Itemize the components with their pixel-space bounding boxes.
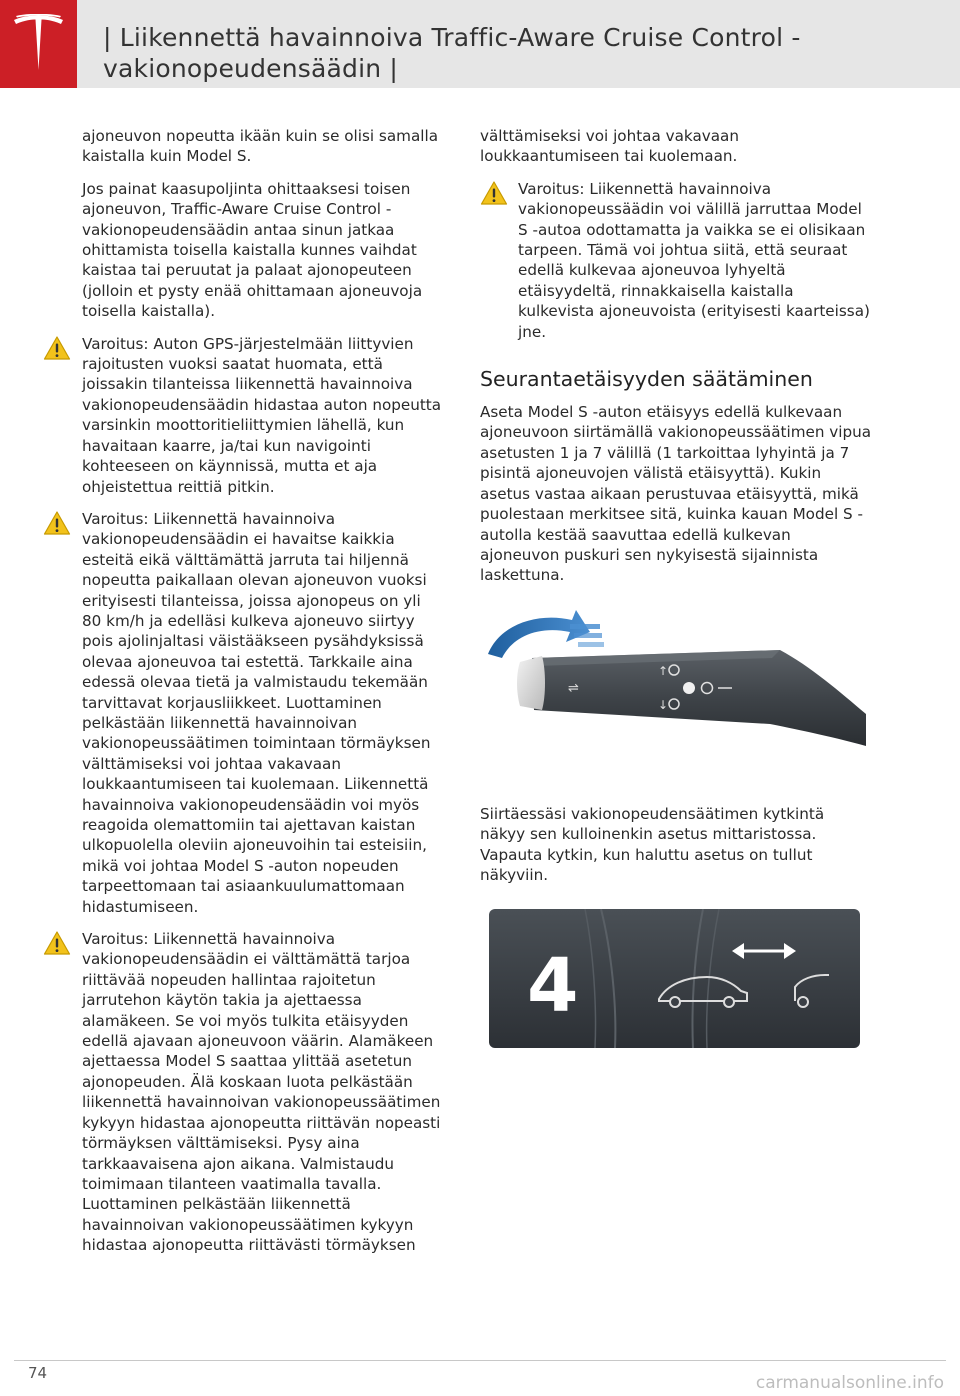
warning-block <box>82 509 444 917</box>
paragraph: välttämiseksi voi johtaa vakavaan loukkaantumiseen tai kuolemaan. <box>480 127 739 166</box>
warning-block <box>82 929 444 1256</box>
page-title: | Liikennettä havainnoiva Traffic-Aware Cruise Control - vakionopeudensäädin | <box>103 23 801 83</box>
page-header <box>0 0 960 88</box>
following-distance-display <box>489 909 860 1048</box>
warning-block <box>82 334 444 497</box>
page-number: 74 <box>28 1364 48 1382</box>
warning-text: Varoitus: Liikennettä havainnoiva vakionopeudensäädin ei havaitse kaikkia esteitä eikä välttämättä jarruta tai hiljennä nopeutta paikallaan olevan ajoneuvon vuoksi erityisesti tilanteissa, joissa ajonopeus on yli 80 km/h ja edelläsi kulkeva ajoneuvo siirtyy pois ajolinjaltasi väistääkseen pysähdyksissä olevaa ajoneuvoa tai estettä. Tarkkaile aina edessä olevaa tietä ja valmistaudu tekemään tarvittavat korjausliikkeet. Luottaminen pelkästään liikennettä havainnoivan vakionopeussäätimen toimintaan törmäyksen välttämiseksi voi johtaa vakavaan loukkaantumiseen tai kuolemaan. Liikennettä havainnoiva vakionopeudensäädin voi myös reagoida olemattomiin tai ajettavan kaistan ulkopuolella oleviin ajoneuvoihin tai esteisiin, mikä voi johtaa Model S -auton nopeuden tarpeettomaan tai asiaankuulumattomaan hidastumiseen. <box>82 509 431 916</box>
footer-divider <box>14 1360 946 1361</box>
warning-icon <box>43 335 71 361</box>
warning-text: Varoitus: Auton GPS-järjestelmään liittyvien rajoitusten vuoksi saatat huomata, että joissakin tilanteissa liikennettä havainnoiva vakionopeudensäädin hidastaa auton nopeutta varsinkin moottoritieliittymien lähellä, kun havaitaan kaarre, ja/tai kun navigointi kohteeseen on käynnissä, mutta et aja ohjeistettua reittiä pitkin. <box>82 334 442 496</box>
figure-caption: Siirtäessäsi vakionopeudensäätimen kytkintä näkyy sen kulloinenkin asetus mittaristossa. Vapauta kytkin, kun haluttu asetus on tullut näkyviin. <box>480 804 825 884</box>
right-column <box>480 126 872 1048</box>
warning-icon <box>43 510 71 536</box>
warning-text: Varoitus: Liikennettä havainnoiva vakionopeudensäädin ei välttämättä tarjoa riittävää nopeuden hallintaa rajoitetun jarrutehon käytön takia ja ajettaessa alamäkeen. Se voi myös tulkita etäisyyden edellä ajavaan ajoneuvoon väärin. Alamäkeen ajettaessa Model S saattaa ylittää asetetun ajonopeuden. Älä koskaan luota pelkästään liikennettä havainnoivan vakionopeussäätimen kykyyn hidastaa ajonopeutta riittävän nopeasti törmäyksen välttämiseksi. Pysy aina tarkkaavaisena ajon aikana. Valmistaudu toimimaan tilanteen vaatimalla tavalla. Luottaminen pelkästään liikennettä havainnoivan vakionopeussäätimen kykyyn hidastaa ajonopeutta riittävästi törmäyksen <box>82 930 441 1255</box>
left-column <box>82 126 444 1268</box>
distance-setting-value: 4 <box>527 943 579 1030</box>
warning-icon <box>480 180 508 206</box>
tesla-logo-icon <box>12 14 65 72</box>
paragraph: Aseta Model S -auton etäisyys edellä kulkevaan ajoneuvoon siirtämällä vakionopeussäätimen vipua asetusten 1 ja 7 välillä (1 tarkoittaa lyhyintä ja 7 pisintä ajoneuvojen välistä etäisyyttä). Kukin asetus vastaa aikaan perustuvaa etäisyyttä, mikä puolestaan merkitsee sitä, kuinka kauan Model S -autolla kestää saavuttaa edellä kulkevan ajoneuvon puskuri sen nykyisestä sijainnista laskettuna. <box>480 403 872 585</box>
svg-text:⇌: ⇌ <box>568 680 579 696</box>
cruise-stalk-illustration <box>480 606 872 766</box>
brand-logo <box>0 0 77 88</box>
warning-text: Varoitus: Liikennettä havainnoiva vakionopeussäädin voi välillä jarruttaa Model S -autoa odottamatta ja vaikka se ei olisikaan tarpeen. Tämä voi johtua siitä, että seuraat edellä kulkevaa ajoneuvoa lyhyeltä etäisyydeltä, rinnakkaisella kaistalla kulkevista ajoneuvoista (erityisesti kaarteissa) jne. <box>518 179 870 341</box>
svg-text:↑: ↑ <box>658 663 669 678</box>
instrument-display-illustration <box>489 909 860 1048</box>
svg-text:↓: ↓ <box>658 697 669 712</box>
warning-icon <box>43 930 71 956</box>
paragraph: ajoneuvon nopeutta ikään kuin se olisi samalla kaistalla kuin Model S. <box>82 127 439 166</box>
paragraph: Jos painat kaasupoljinta ohittaaksesi toisen ajoneuvon, Traffic-Aware Cruise Control -vakionopeudensäädin antaa sinun jatkaa ohittamista toisella kaistalla kunnes vaihdat kaistaa tai peruutat ja palaat ajonopeuteen (jolloin et pysty enää ohittamaan ajoneuvoja toisella kaistalla). <box>82 179 423 321</box>
watermark: carmanualsonline.info <box>755 1373 944 1393</box>
cruise-stalk-icon <box>480 606 872 766</box>
warning-block <box>480 179 872 342</box>
section-heading: Seurantaetäisyyden säätäminen <box>480 367 813 392</box>
